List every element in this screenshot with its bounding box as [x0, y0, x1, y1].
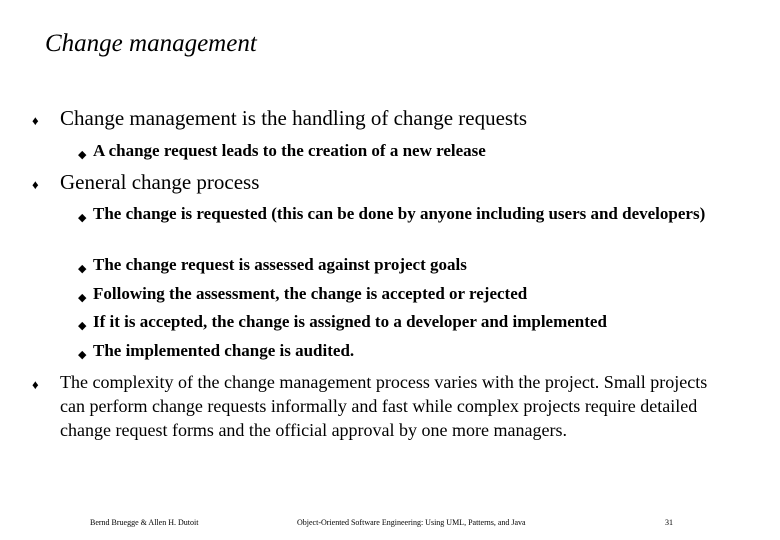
sub-bullet-text: The change is requested (this can be done by anyone including users and developers) [93, 204, 706, 223]
sub-bullet-item [78, 203, 718, 225]
diamond-bullet-icon: ♦ [32, 113, 39, 128]
diamond-bullet-icon: ♦ [32, 177, 39, 192]
bullet-item [32, 106, 712, 130]
footer-page-number: 31 [665, 518, 673, 527]
sub-bullet-text: A change request leads to the creation of a new release [93, 141, 486, 160]
sub-bullet-text: If it is accepted, the change is assigned to a developer and implemented [93, 312, 607, 331]
diamond-bullet-icon: ♦ [32, 377, 39, 392]
footer-book-title: Object-Oriented Software Engineering: Using UML, Patterns, and Java [297, 518, 526, 527]
bullet-text: The complexity of the change management process varies with the project. Small projects can perform change requests informally and fast while complex projects require detailed change request forms and the official approval by one more managers. [60, 372, 708, 440]
diamond-bullet-icon: ◆ [78, 263, 87, 275]
diamond-bullet-icon: ◆ [78, 349, 87, 361]
bullet-text: Change management is the handling of change requests [60, 106, 528, 130]
sub-bullet-item [78, 283, 718, 305]
diamond-bullet-icon: ◆ [78, 292, 87, 304]
diamond-bullet-icon: ◆ [78, 320, 87, 332]
slide-title: Change management [45, 30, 257, 57]
sub-bullet-text: The implemented change is audited. [93, 341, 355, 360]
bullet-text: General change process [60, 170, 260, 194]
sub-bullet-text: The change request is assessed against project goals [93, 255, 467, 274]
sub-bullet-item [78, 140, 718, 162]
diamond-bullet-icon: ◆ [78, 149, 87, 161]
sub-bullet-item [78, 254, 718, 276]
sub-bullet-item [78, 311, 718, 333]
bullet-item [32, 370, 712, 442]
footer-authors: Bernd Bruegge & Allen H. Dutoit [90, 518, 199, 527]
diamond-bullet-icon: ◆ [78, 212, 87, 224]
bullet-item [32, 170, 712, 194]
sub-bullet-item [78, 340, 718, 362]
sub-bullet-text: Following the assessment, the change is accepted or rejected [93, 284, 528, 303]
